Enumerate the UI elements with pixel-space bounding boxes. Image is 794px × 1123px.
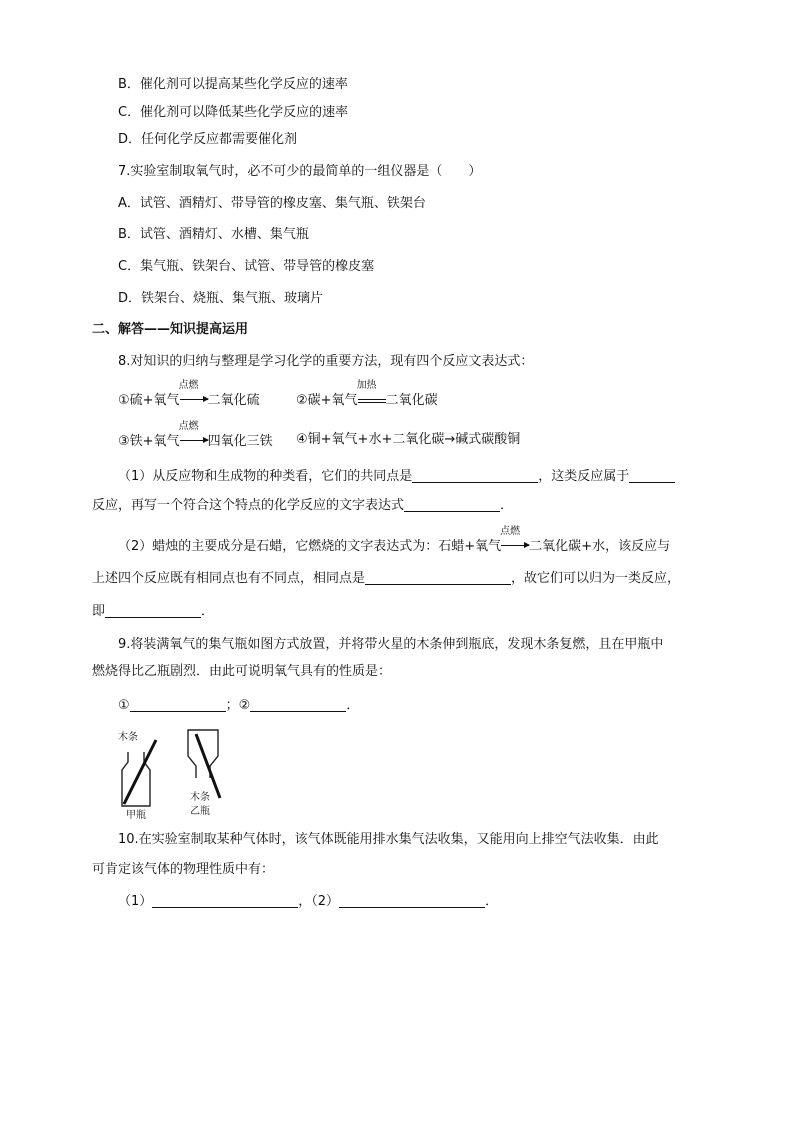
- answer-blank-property-1[interactable]: [130, 697, 226, 712]
- reaction-arrow: [178, 380, 208, 406]
- part-2-text: 二氧化碳+水，该反应与: [529, 539, 671, 554]
- reaction-2-reactants: ②碳+氧气: [296, 393, 358, 408]
- bottle-label-b: 乙瓶: [190, 806, 210, 817]
- answer-blank-same-point[interactable]: [365, 570, 511, 585]
- question-10-stem-line-2: 可肯定该气体的物理性质中有：: [92, 862, 275, 877]
- question-8-stem: 8.对知识的归纳与整理是学习化学的重要方法，现有四个反应文表达式：: [118, 354, 534, 369]
- answer-blank-property-2[interactable]: [250, 697, 346, 712]
- part-2-text: 即: [92, 604, 106, 619]
- question-10-answer-line: [118, 893, 498, 911]
- reaction-3-products: 四氧化三铁: [207, 434, 273, 449]
- reaction-condition: 点燃: [178, 421, 199, 432]
- bottles-figure: [116, 726, 236, 822]
- reaction-equals-sign: [356, 380, 386, 406]
- reaction-4: ④铜+氧气+水+二氧化碳→碱式碳酸铜: [296, 432, 521, 447]
- option-7b: B．试管、酒精灯、水槽、集气瓶: [118, 227, 309, 242]
- wood-splint-b: [196, 734, 220, 798]
- reaction-3: [118, 421, 273, 451]
- reaction-arrow: [178, 421, 208, 447]
- part-2-text: ，故它们可以归为一类反应，: [511, 571, 681, 586]
- answer-blank-physical-property-1[interactable]: [152, 893, 298, 908]
- reaction-3-reactants: ③铁+氧气: [118, 434, 180, 449]
- option-7d: D．铁架台、烧瓶、集气瓶、玻璃片: [118, 291, 324, 306]
- option-6d: D．任何化学反应都需要催化剂: [118, 132, 298, 147]
- part-1-text: ．: [500, 498, 514, 513]
- option-7a: A．试管、酒精灯、带导管的橡皮塞、集气瓶、铁架台: [118, 196, 426, 211]
- answer-blank-common-point[interactable]: [412, 468, 538, 483]
- bottles-diagram: [116, 726, 236, 822]
- question-9-answer-line: [118, 697, 359, 715]
- reaction-1-products: 二氧化硫: [207, 393, 260, 408]
- reaction-condition: 点燃: [500, 526, 521, 537]
- option-7c: C．集气瓶、铁架台、试管、带导管的橡皮塞: [118, 259, 375, 274]
- answer-blank-reaction-type[interactable]: [629, 468, 675, 483]
- answer-marker: ，（2）: [298, 894, 340, 909]
- reaction-1-reactants: ①硫+氧气: [118, 393, 180, 408]
- question-9-stem-line-2: 燃烧得比乙瓶剧烈．由此可说明氧气具有的性质是：: [92, 664, 392, 679]
- part-2-text: （2）蜡烛的主要成分是石蜡，它燃烧的文字表达式为：石蜡+氧气: [118, 539, 502, 554]
- section-heading: 二、解答——知识提高运用: [92, 322, 249, 337]
- reaction-arrow: [500, 526, 529, 552]
- answer-marker: ．: [346, 698, 360, 713]
- question-9-stem-line-1: 9.将装满氧气的集气瓶如图方式放置，并将带火星的木条伸到瓶底，发现木条复燃，且在甲瓶中: [118, 637, 664, 652]
- splint-label-a: 木条: [118, 732, 138, 743]
- part-1-text: ，这类反应属于: [538, 469, 630, 484]
- reaction-condition: 加热: [356, 380, 377, 391]
- wood-splint-a: [124, 740, 156, 804]
- reaction-condition: 点燃: [178, 380, 199, 391]
- part-2-text: ．: [201, 604, 215, 619]
- answer-marker: ①: [118, 698, 130, 713]
- question-8-part-2-line-1: [118, 526, 671, 556]
- question-8-part-2-line-3: [92, 603, 214, 621]
- question-7-stem: 7.实验室制取氧气时，必不可少的最简单的一组仪器是（ ）: [118, 164, 482, 179]
- bottle-label-a: 甲瓶: [126, 810, 146, 821]
- answer-marker: （1）: [118, 894, 153, 909]
- splint-label-b: 木条: [190, 792, 210, 803]
- reaction-2: [296, 380, 438, 410]
- reaction-1: [118, 380, 260, 410]
- question-8-part-1-line-1: [118, 468, 675, 486]
- answer-blank-word-equation[interactable]: [404, 497, 500, 512]
- part-1-text: （1）从反应物和生成物的种类看，它们的共同点是: [118, 469, 413, 484]
- option-6b: B．催化剂可以提高某些化学反应的速率: [118, 77, 348, 92]
- option-6c: C．催化剂可以降低某些化学反应的速率: [118, 105, 349, 120]
- answer-marker: ．: [485, 894, 499, 909]
- question-8-part-2-line-2: [92, 570, 680, 588]
- reaction-2-products: 二氧化碳: [385, 393, 438, 408]
- part-2-text: 上述四个反应既有相同点也有不同点，相同点是: [92, 571, 366, 586]
- question-8-part-1-line-2: [92, 497, 513, 515]
- answer-marker: ；②: [225, 698, 251, 713]
- answer-blank-category[interactable]: [105, 603, 201, 618]
- answer-blank-physical-property-2[interactable]: [339, 893, 485, 908]
- question-10-stem-line-1: 10.在实验室制取某种气体时，该气体既能用排水集气法收集，又能用向上排空气法收集．由此: [118, 832, 659, 847]
- part-1-text: 反应，再写一个符合这个特点的化学反应的文字表达式: [92, 498, 405, 513]
